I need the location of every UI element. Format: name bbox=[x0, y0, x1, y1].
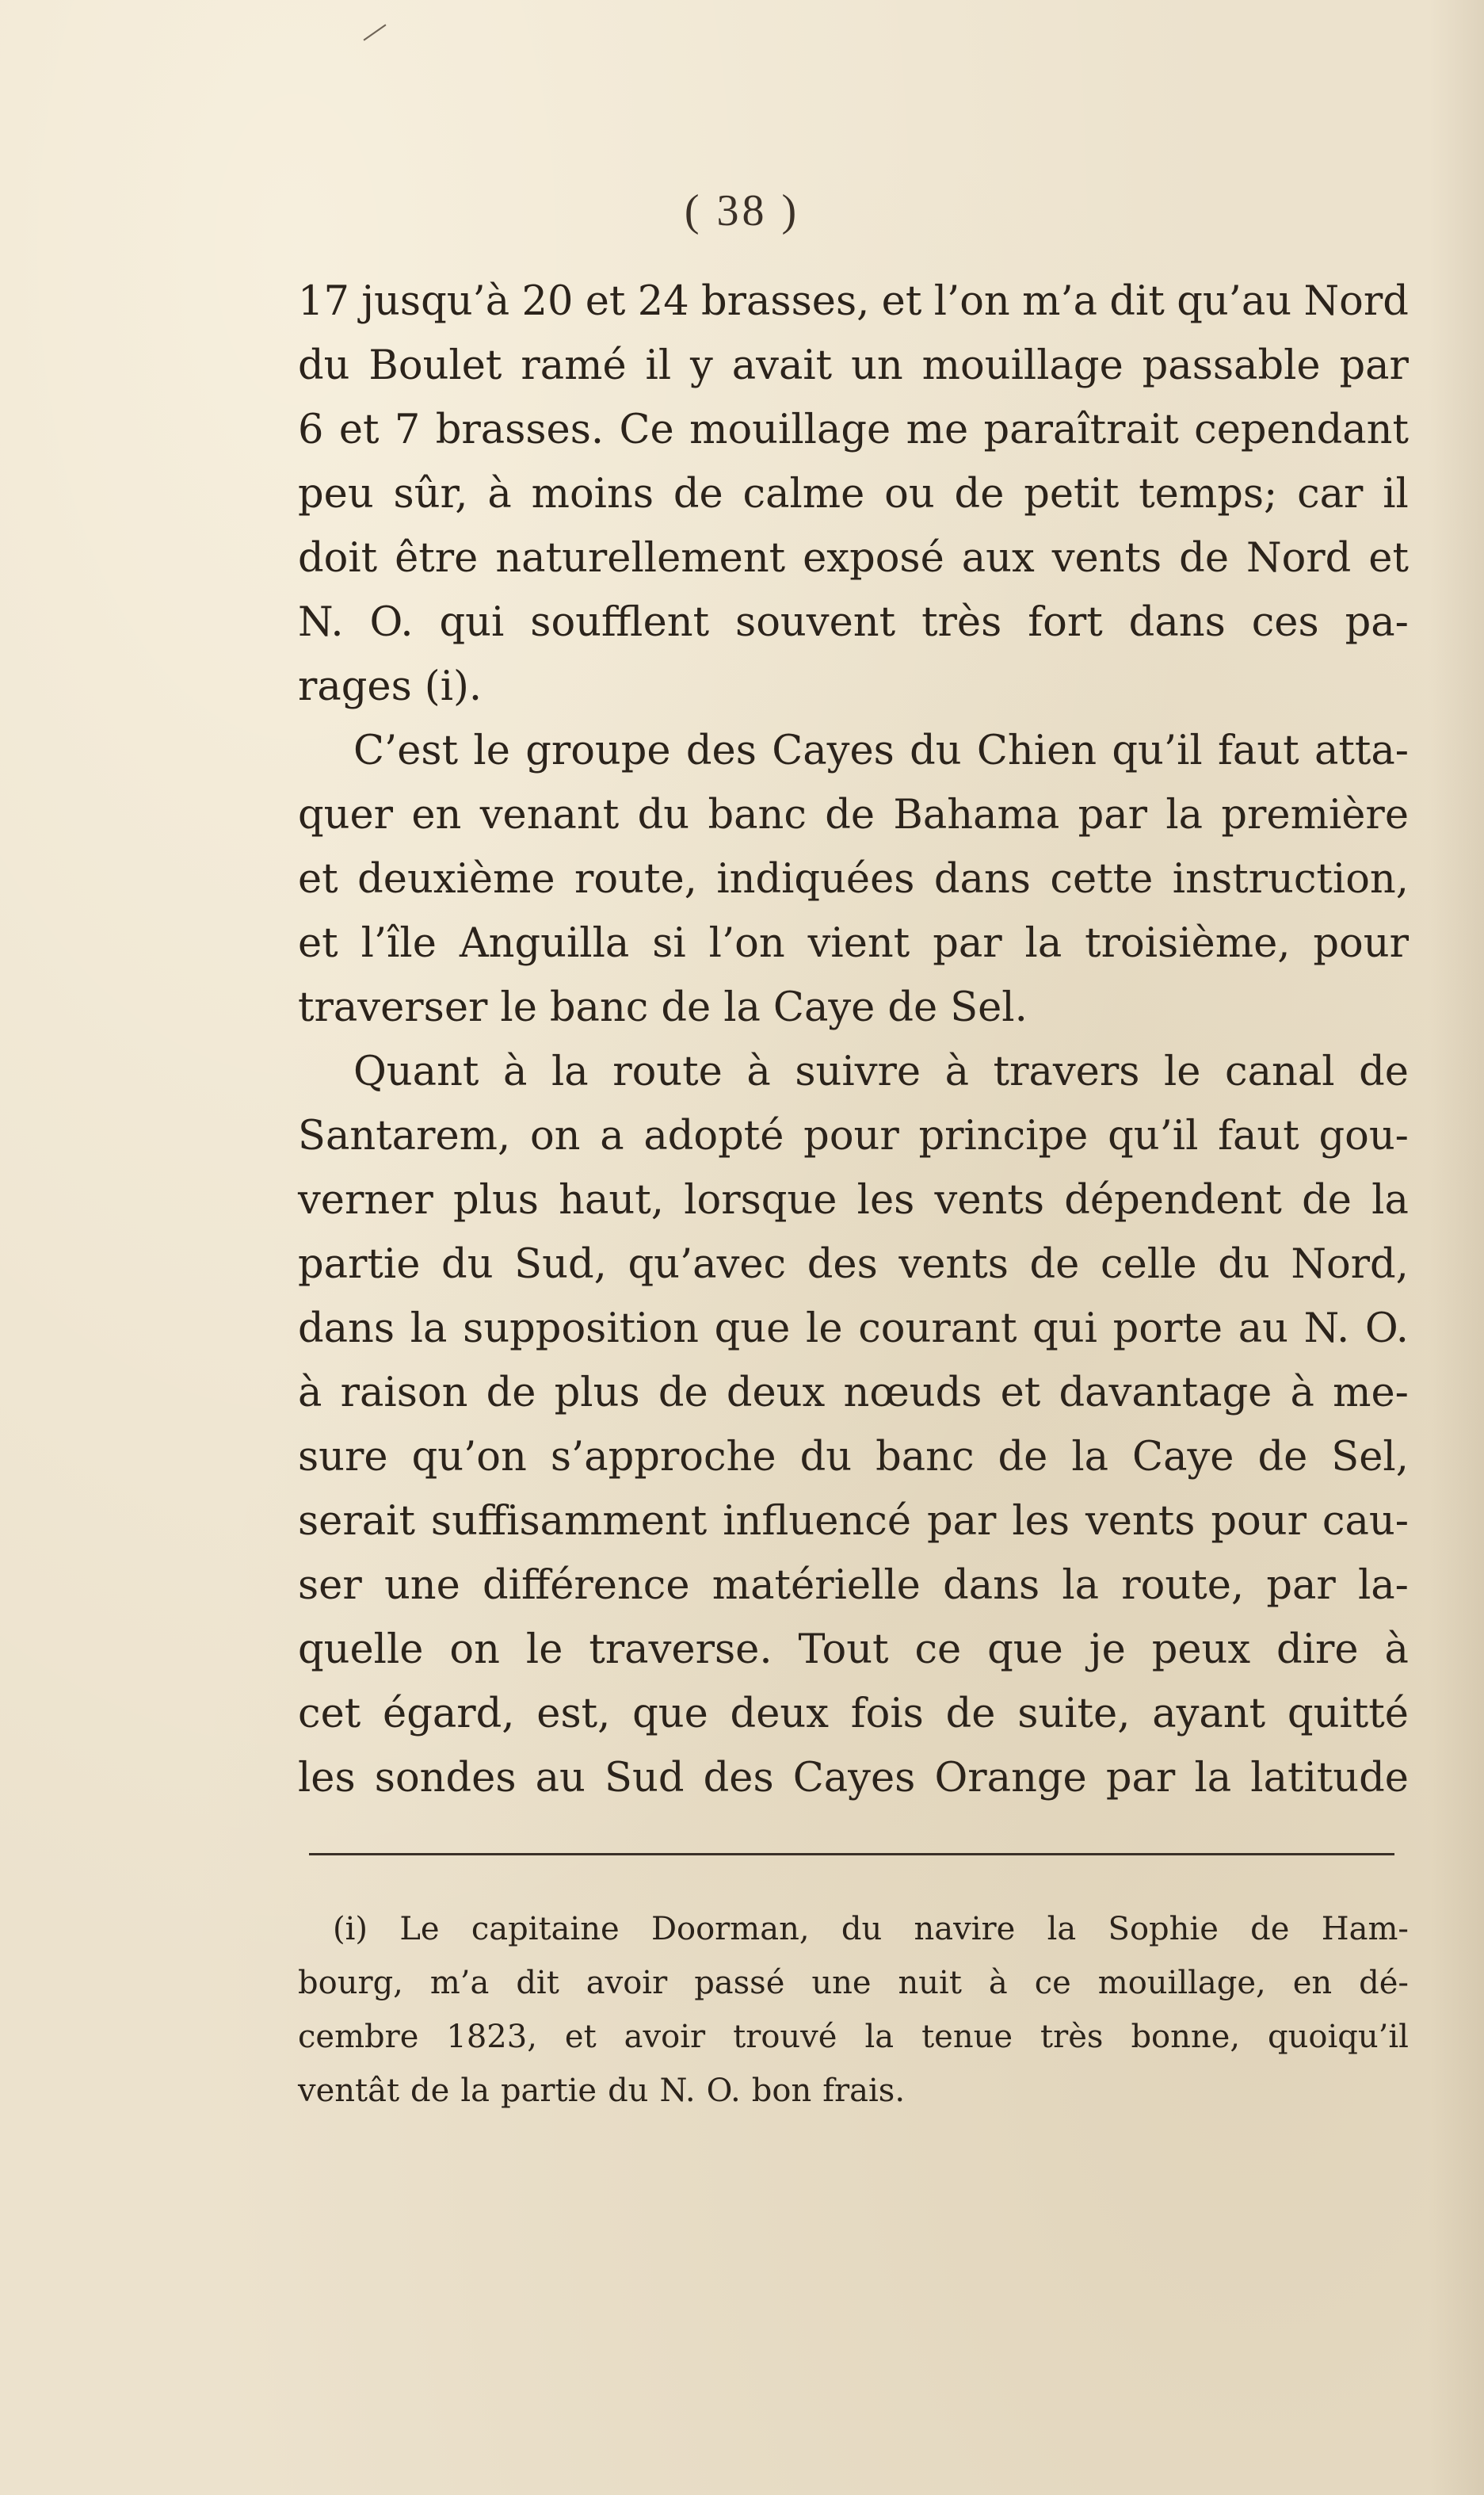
text-line: Quant à la route à suivre à travers le canal de bbox=[353, 1049, 1409, 1095]
text-line: Santarem, on a adopté pour principe qu’il faut gou- bbox=[298, 1113, 1409, 1160]
footnote-line: cembre 1823, et avoir trouvé la tenue très bonne, quoiqu’il bbox=[298, 2019, 1409, 2055]
footnote bbox=[298, 1902, 1409, 2118]
text-line: ser une différence matérielle dans la route, par la- bbox=[298, 1562, 1409, 1609]
text-line: verner plus haut, lorsque les vents dépendent de la bbox=[298, 1177, 1409, 1224]
text-line: les sondes au Sud des Cayes Orange par la latitude bbox=[298, 1755, 1409, 1802]
text-line: quer en venant du banc de Bahama par la première bbox=[298, 792, 1409, 839]
page-number: ( 38 ) bbox=[684, 186, 800, 235]
text-line: traverser le banc de la Caye de Sel. bbox=[298, 984, 1028, 1031]
footnote-rule bbox=[309, 1853, 1394, 1855]
text-line: à raison de plus de deux nœuds et davantage à me- bbox=[298, 1370, 1409, 1416]
text-line: serait suffisamment influencé par les vents pour cau- bbox=[298, 1498, 1409, 1545]
text-line: partie du Sud, qu’avec des vents de celle du Nord, bbox=[298, 1241, 1409, 1288]
text-line: C’est le groupe des Cayes du Chien qu’il faut atta- bbox=[353, 728, 1409, 774]
footnote-line: bourg, m’a dit avoir passé une nuit à ce mouillage, en dé- bbox=[298, 1965, 1409, 2001]
text-line: rages (i). bbox=[298, 663, 483, 710]
pencil-mark bbox=[364, 24, 387, 40]
text-line: du Boulet ramé il y avait un mouillage passable par bbox=[298, 342, 1409, 389]
text-line: N. O. qui soufflent souvent très fort dans ces pa- bbox=[298, 599, 1409, 646]
text-line: 6 et 7 brasses. Ce mouillage me paraîtrait cependant bbox=[298, 407, 1409, 453]
text-line: doit être naturellement exposé aux vents de Nord et bbox=[298, 535, 1409, 582]
text-line: peu sûr, à moins de calme ou de petit temps; car il bbox=[298, 471, 1409, 518]
text-line: et l’île Anguilla si l’on vient par la troisième, pour bbox=[298, 920, 1409, 967]
text-line: 17 jusqu’à 20 et 24 brasses, et l’on m’a dit qu’au Nord bbox=[298, 278, 1409, 325]
text-line: et deuxième route, indiquées dans cette instruction, bbox=[298, 856, 1409, 903]
text-line: quelle on le traverse. Tout ce que je peux dire à bbox=[298, 1626, 1409, 1673]
footnote-line: ventât de la partie du N. O. bon frais. bbox=[298, 2073, 906, 2109]
text-line: dans la supposition que le courant qui porte au N. O. bbox=[298, 1305, 1409, 1352]
footnote-line: (i) Le capitaine Doorman, du navire la Sophie de Ham- bbox=[333, 1911, 1409, 1947]
text-line: cet égard, est, que deux fois de suite, ayant quitté bbox=[298, 1691, 1409, 1737]
text-line: sure qu’on s’approche du banc de la Caye de Sel, bbox=[298, 1434, 1409, 1481]
main-text bbox=[298, 269, 1409, 1810]
page-edge-shadow bbox=[1429, 0, 1484, 2495]
